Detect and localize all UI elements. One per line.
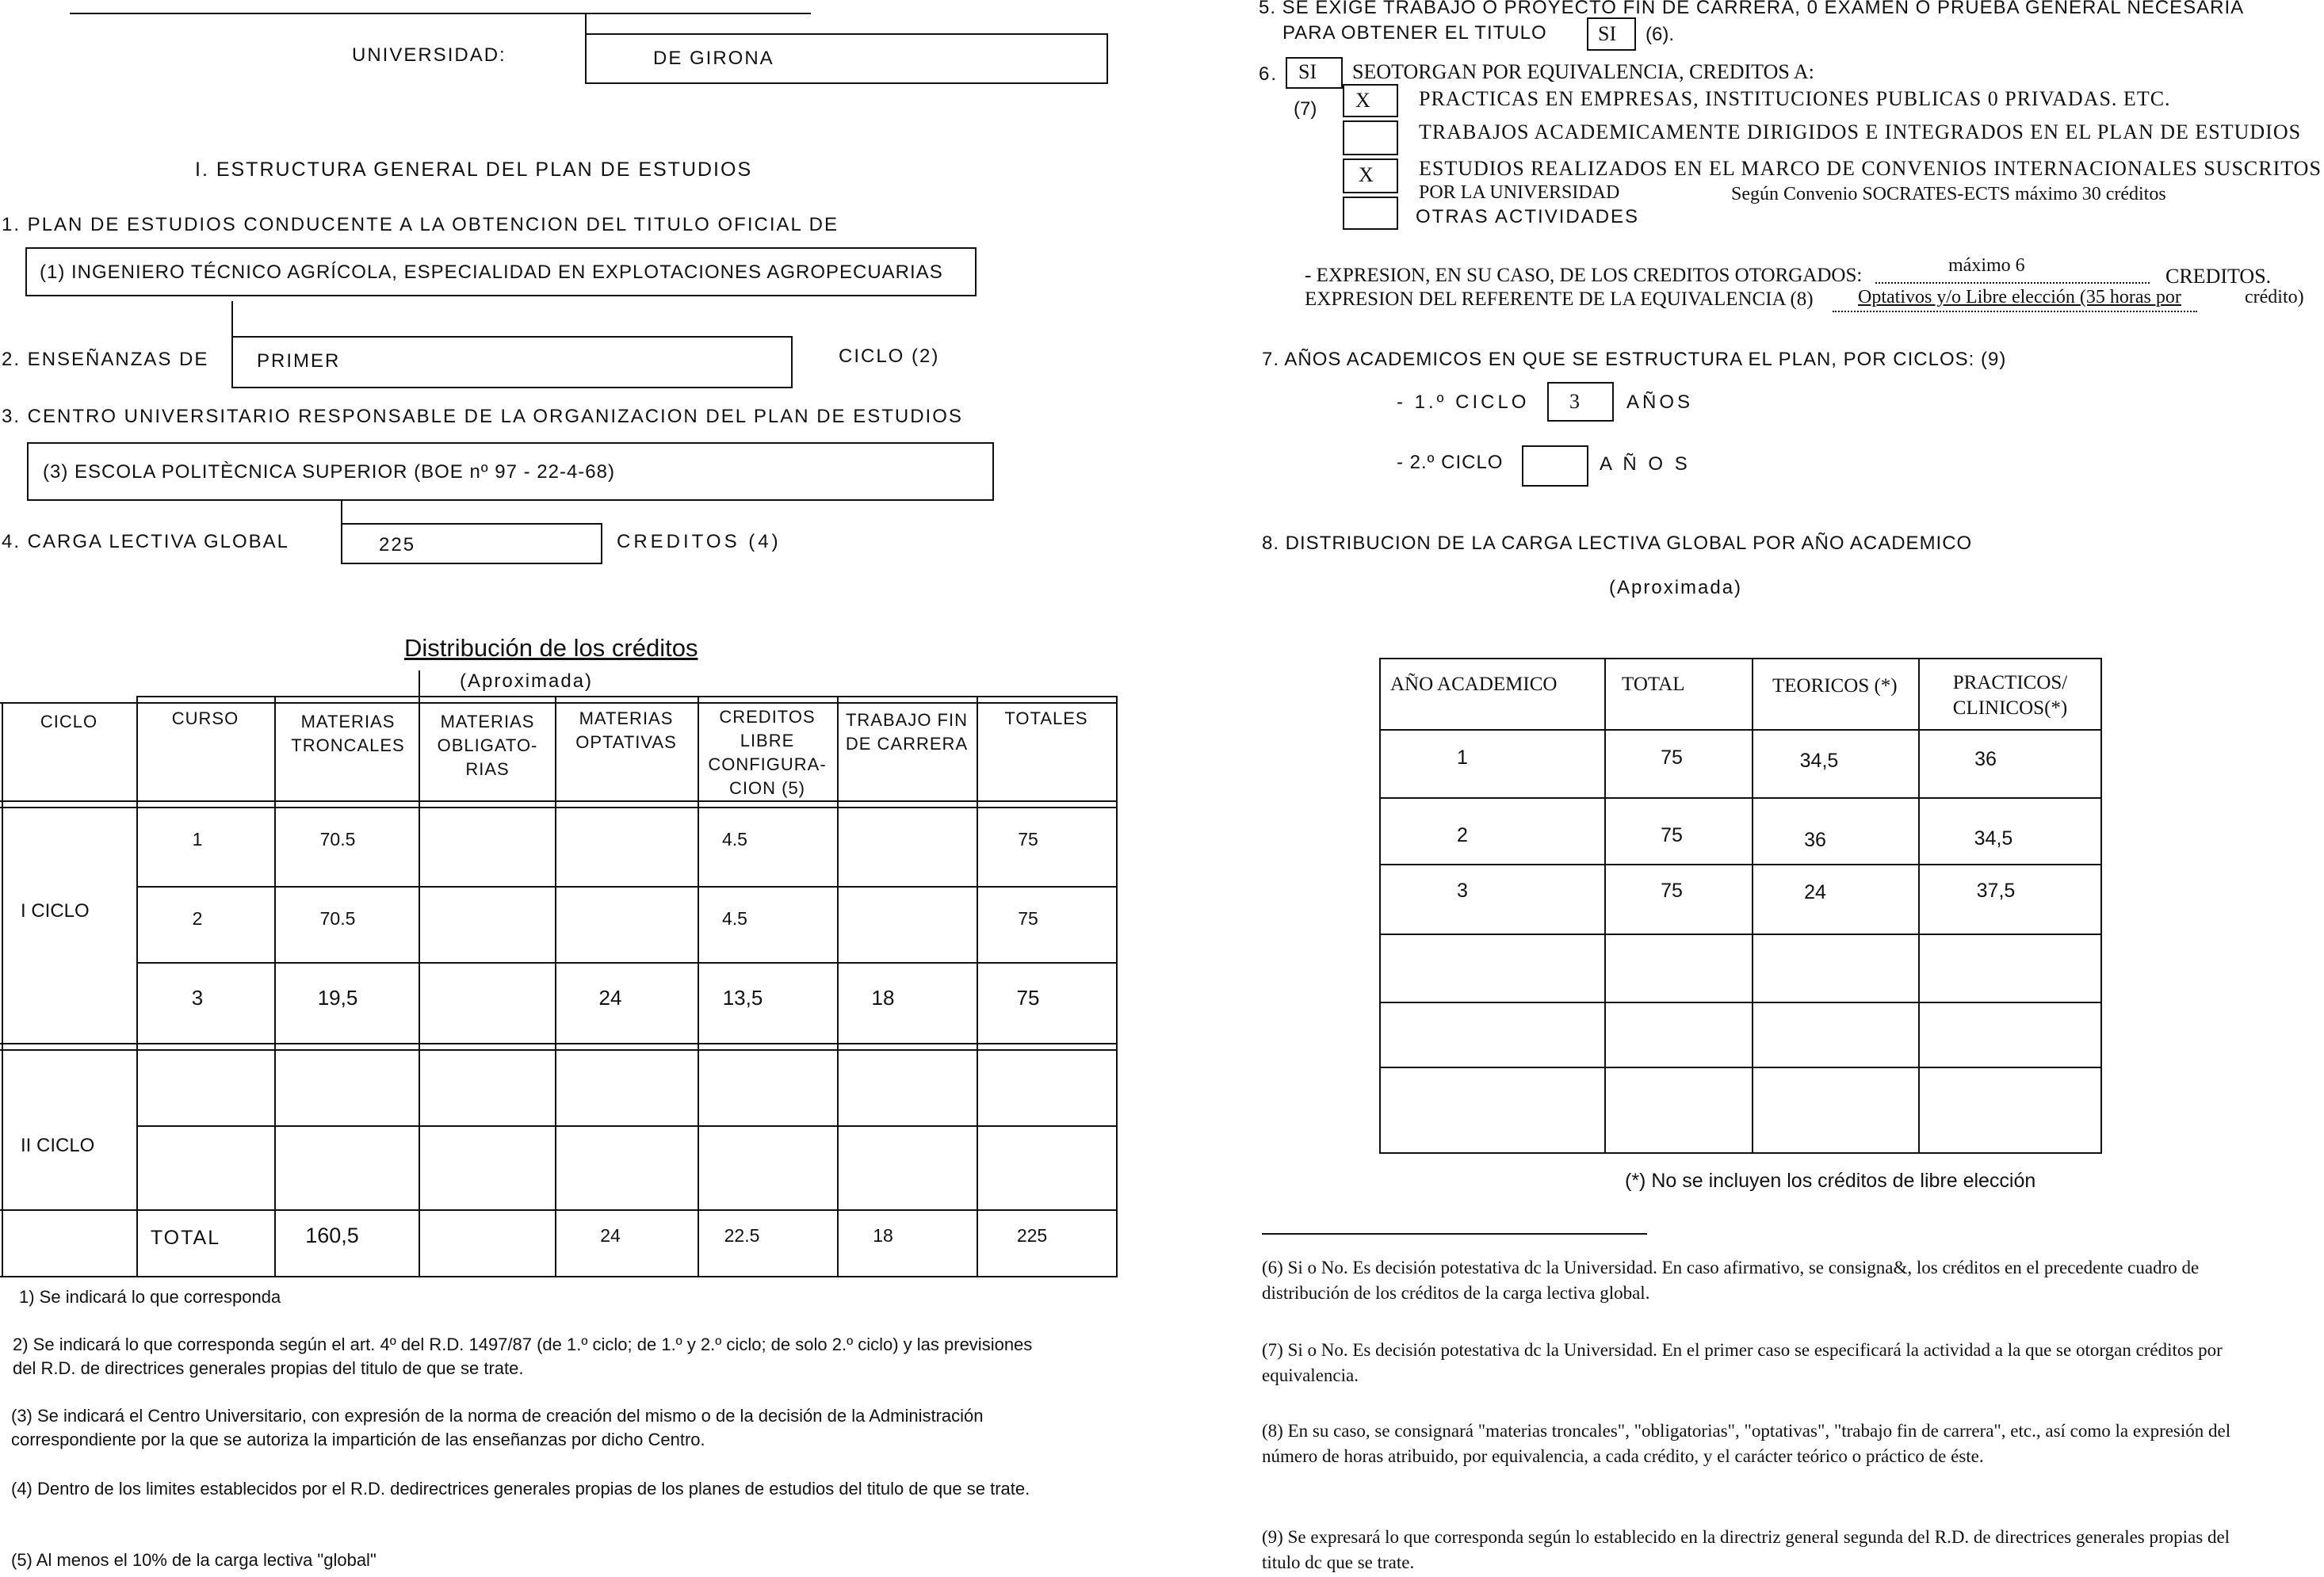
col-header-optativas: MATERIAS OPTATIVAS	[575, 708, 677, 752]
item5-value: SI	[1598, 22, 1617, 45]
year-cell-teoricos: 36	[1804, 829, 1826, 851]
university-label: UNIVERSIDAD:	[352, 44, 506, 66]
table-line	[1379, 1067, 2102, 1068]
year-table-note: (*) No se incluyen los créditos de libre elección	[1625, 1170, 2036, 1192]
credits-table-title: Distribución de los créditos	[404, 634, 698, 662]
ciclo1-years-label: - 1.º CICLO	[1397, 391, 1530, 413]
table-line	[1379, 864, 2102, 865]
expr1-label: - EXPRESION, EN SU CASO, DE LOS CREDITOS OTORGADOS:	[1305, 265, 1863, 286]
ciclo2-years-box	[1522, 445, 1588, 487]
footnote-4: (4) Dentro de los limites establecidos por el R.D. dedirectrices generales propias de los planes de estudios del titulo de que se trate.	[11, 1479, 1030, 1499]
item5-note: (6).	[1646, 24, 1674, 45]
ciclo-value: PRIMER	[257, 350, 341, 372]
footnote-2: 2) Se indicará lo que corresponda según el art. 4º del R.D. 1497/87 (de 1.º ciclo; de 1.º y 2.º ciclo; de solo 2.º ciclo) y las previsiones del R.D. de directrices generales propias del titulo de que se trate.	[13, 1335, 1033, 1378]
item6-note: (7)	[1294, 98, 1317, 120]
expr2-value: Optativos y/o Libre elección (35 horas por	[1858, 287, 2181, 307]
item4-label: 4. CARGA LECTIVA GLOBAL	[2, 531, 290, 552]
year-cell-ano: 2	[1457, 824, 1468, 846]
item3-label: 3. CENTRO UNIVERSITARIO RESPONSABLE DE LA ORGANIZACION DEL PLAN DE ESTUDIOS	[2, 406, 963, 427]
item6-prefix: 6.	[1259, 63, 1279, 85]
col-header-trabajo: TRABAJO FIN DE CARRERA	[845, 710, 969, 754]
cell-total: 75	[1018, 829, 1038, 850]
degree-title: (1) INGENIERO TÉCNICO AGRÍCOLA, ESPECIALIDAD EN EXPLOTACIONES AGROPECUARIAS	[40, 262, 943, 283]
expr1-suffix: CREDITOS.	[2165, 265, 2272, 288]
table-line	[1379, 1002, 2102, 1003]
col-header-troncales: MATERIAS TRONCALES	[291, 712, 405, 755]
item1-label: 1. PLAN DE ESTUDIOS CONDUCENTE A LA OBTENCION DEL TITULO OFICIAL DE	[2, 214, 839, 235]
ciclo1-years-value: 3	[1569, 390, 1580, 413]
footnote-3: (3) Se indicará el Centro Universitario, con expresión de la norma de creación del mismo o de la decisión de la Administración correspondiente por la que se autoriza la impartición de las enseñanzas por dicho Centro.	[11, 1406, 984, 1449]
cell-libre: 4.5	[722, 829, 747, 850]
footnote-6: (6) Si o No. Es decisión potestativa dc la Universidad. En caso afirmativo, se consigna&, los créditos en el precedente cuadro de distribución de los créditos de la carga lectiva global.	[1262, 1258, 2200, 1303]
cell-trabajo: 18	[871, 986, 895, 1010]
ciclo2-years-suffix: A Ñ O S	[1600, 453, 1691, 475]
cell-curso: 1	[192, 829, 203, 850]
cell-libre: 4.5	[722, 908, 747, 929]
table-line	[1379, 729, 2102, 731]
expr2-suffix: crédito)	[2245, 287, 2304, 307]
footnote-7: (7) Si o No. Es decisión potestativa dc la Universidad. En el primer caso se especificará la actividad a la que se otorgan créditos por equivalencia.	[1262, 1340, 2223, 1385]
year-cell-total: 75	[1661, 824, 1683, 846]
table-line	[138, 696, 1118, 697]
cell-optativas: 24	[598, 986, 622, 1010]
cell-total: 75	[1018, 908, 1038, 929]
table-line	[0, 702, 1118, 704]
university-box	[585, 33, 1108, 84]
table-line	[1752, 658, 1753, 1154]
option3-extra: Según Convenio SOCRATES-ECTS máximo 30 créditos	[1731, 184, 2166, 204]
table-line	[0, 807, 1118, 808]
table-line	[138, 1125, 1118, 1127]
total-trabajo: 18	[873, 1225, 893, 1246]
year-cell-practicos: 37,5	[1976, 880, 2016, 902]
dotted-line	[1833, 311, 2197, 312]
table-line	[2, 702, 3, 1276]
top-rule	[70, 13, 811, 14]
year-cell-ano: 3	[1457, 880, 1468, 902]
university-value: DE GIRONA	[653, 48, 774, 69]
total-troncales: 160,5	[305, 1224, 359, 1247]
col-header-ciclo: CICLO	[40, 712, 98, 731]
expr1-value: máximo 6	[1948, 255, 2025, 276]
table-line	[1379, 934, 2102, 935]
year-col-header-ano: AÑO ACADEMICO	[1390, 674, 1558, 695]
table-line	[0, 1209, 1118, 1211]
option3-mark: X	[1359, 163, 1374, 186]
item4-suffix: CREDITOS (4)	[617, 531, 782, 552]
table-line	[419, 696, 420, 1276]
dotted-line	[1875, 282, 2150, 284]
item5-box	[1587, 17, 1636, 51]
year-cell-practicos: 34,5	[1974, 827, 2013, 850]
carga-value: 225	[379, 534, 416, 556]
table-line	[1379, 797, 2102, 799]
option1-mark: X	[1355, 89, 1370, 112]
item3-box	[27, 442, 994, 501]
item2-label: 2. ENSEÑANZAS DE	[2, 349, 209, 370]
ciclo2-label: II CICLO	[21, 1135, 95, 1156]
table-line	[0, 1276, 1118, 1277]
cell-troncales: 70.5	[319, 908, 356, 929]
year-cell-ano: 1	[1457, 746, 1468, 769]
year-col-header-teoricos: TEORICOS (*)	[1772, 675, 1898, 697]
year-cell-total: 75	[1661, 746, 1683, 769]
table-line	[1918, 658, 1920, 1154]
ciclo1-years-box	[1547, 382, 1614, 422]
footnote-1: 1) Se indicará lo que corresponda	[19, 1287, 281, 1307]
year-cell-total: 75	[1661, 880, 1683, 902]
cell-troncales: 70.5	[319, 829, 356, 850]
table-line	[0, 1049, 1118, 1051]
col-header-libre: CREDITOS LIBRE CONFIGURA-CION (5)	[708, 707, 827, 798]
cell-troncales: 19,5	[317, 986, 358, 1010]
option4-checkbox[interactable]	[1343, 197, 1398, 230]
option2-checkbox[interactable]	[1343, 120, 1398, 155]
item5-line1: 5. SE EXIGE TRABAJO O PROYECTO FIN DE CARRERA, 0 EXAMEN O PRUEBA GENERAL NECESARIA	[1259, 0, 2245, 18]
table-line	[138, 962, 1118, 964]
total-optativas: 24	[600, 1225, 621, 1246]
section-title: I. ESTRUCTURA GENERAL DEL PLAN DE ESTUDIOS	[195, 158, 753, 181]
item6-box	[1286, 57, 1343, 89]
item7-label: 7. AÑOS ACADEMICOS EN QUE SE ESTRUCTURA EL PLAN, POR CICLOS: (9)	[1262, 349, 2007, 370]
col-header-obligatorias: MATERIAS OBLIGATO-RIAS	[437, 712, 538, 779]
option1-checkbox[interactable]	[1343, 84, 1398, 117]
expr2-label: EXPRESION DEL REFERENTE DE LA EQUIVALENCIA (8)	[1305, 288, 1814, 310]
item4-box	[341, 523, 602, 564]
year-col-header-practicos: PRACTICOS/ CLINICOS(*)	[1952, 672, 2068, 719]
item2-suffix: CICLO (2)	[839, 346, 940, 367]
option3-text2: POR LA UNIVERSIDAD	[1419, 182, 1620, 203]
total-total: 225	[1016, 1225, 1048, 1246]
footnote-8: (8) En su caso, se consignará "materias troncales", "obligatorias", "optativas", "trabajo fin de carrera", etc., así como la expresión del número de horas atribuido, por equivalencia, a cada crédito, y el carácter teórico o práctico de éste.	[1262, 1421, 2231, 1466]
table-line	[138, 886, 1118, 888]
ciclo1-label: I CICLO	[21, 900, 90, 922]
table-line	[0, 1043, 1118, 1044]
cell-curso: 2	[192, 908, 203, 929]
option3-checkbox[interactable]	[1343, 158, 1398, 193]
year-col-header-total: TOTAL	[1622, 674, 1685, 695]
table-line	[1116, 696, 1118, 1276]
credits-table-subtitle: (Aproximada)	[460, 670, 594, 692]
item1-box	[25, 247, 977, 296]
divider	[231, 301, 233, 336]
option3-text: ESTUDIOS REALIZADOS EN EL MARCO DE CONVENIOS INTERNACIONALES SUSCRITOS	[1419, 157, 2322, 180]
centro-value: (3) ESCOLA POLITÈCNICA SUPERIOR (BOE nº 97 - 22-4-68)	[43, 461, 615, 483]
year-cell-practicos: 36	[1974, 748, 1997, 770]
col-header-totales: TOTALES	[1004, 708, 1088, 728]
item5-line2: PARA OBTENER EL TITULO	[1282, 22, 1547, 44]
option1-text: PRACTICAS EN EMPRESAS, INSTITUCIONES PUBLICAS 0 PRIVADAS. ETC.	[1419, 87, 2171, 110]
item6-label: SEOTORGAN POR EQUIVALENCIA, CREDITOS A:	[1352, 60, 1814, 83]
col-header-curso: CURSO	[171, 708, 239, 728]
footnote-5: (5) Al menos el 10% de la carga lectiva "global"	[11, 1550, 377, 1570]
cell-curso: 3	[191, 986, 204, 1010]
item6-value: SI	[1298, 60, 1317, 83]
ciclo1-years-suffix: AÑOS	[1626, 391, 1694, 413]
footnote-9: (9) Se expresará lo que corresponda según lo establecido en la directriz general segunda del R.D. de directrices generales propias del titulo dc que se trate.	[1262, 1527, 2230, 1572]
total-libre: 22.5	[724, 1225, 760, 1246]
item2-box	[231, 336, 793, 388]
year-cell-teoricos: 24	[1804, 881, 1826, 903]
total-row-label: TOTAL	[150, 1227, 221, 1249]
option2-text: TRABAJOS ACADEMICAMENTE DIRIGIDOS E INTEGRADOS EN EL PLAN DE ESTUDIOS	[1419, 120, 2302, 143]
ciclo2-years-label: - 2.º CICLO	[1397, 452, 1504, 473]
footnote-rule	[1262, 1233, 1647, 1235]
year-table	[1379, 658, 2102, 1154]
item8-label: 8. DISTRIBUCION DE LA CARGA LECTIVA GLOBAL POR AÑO ACADEMICO	[1262, 533, 1973, 554]
cell-libre: 13,5	[722, 986, 763, 1010]
cell-total: 75	[1016, 986, 1040, 1010]
year-cell-teoricos: 34,5	[1799, 750, 1839, 772]
item8-subtitle: (Aproximada)	[1609, 577, 1743, 598]
table-line	[1604, 658, 1606, 1154]
option4-text: OTRAS ACTIVIDADES	[1416, 206, 1640, 227]
divider	[585, 13, 587, 33]
table-line	[0, 800, 1118, 802]
